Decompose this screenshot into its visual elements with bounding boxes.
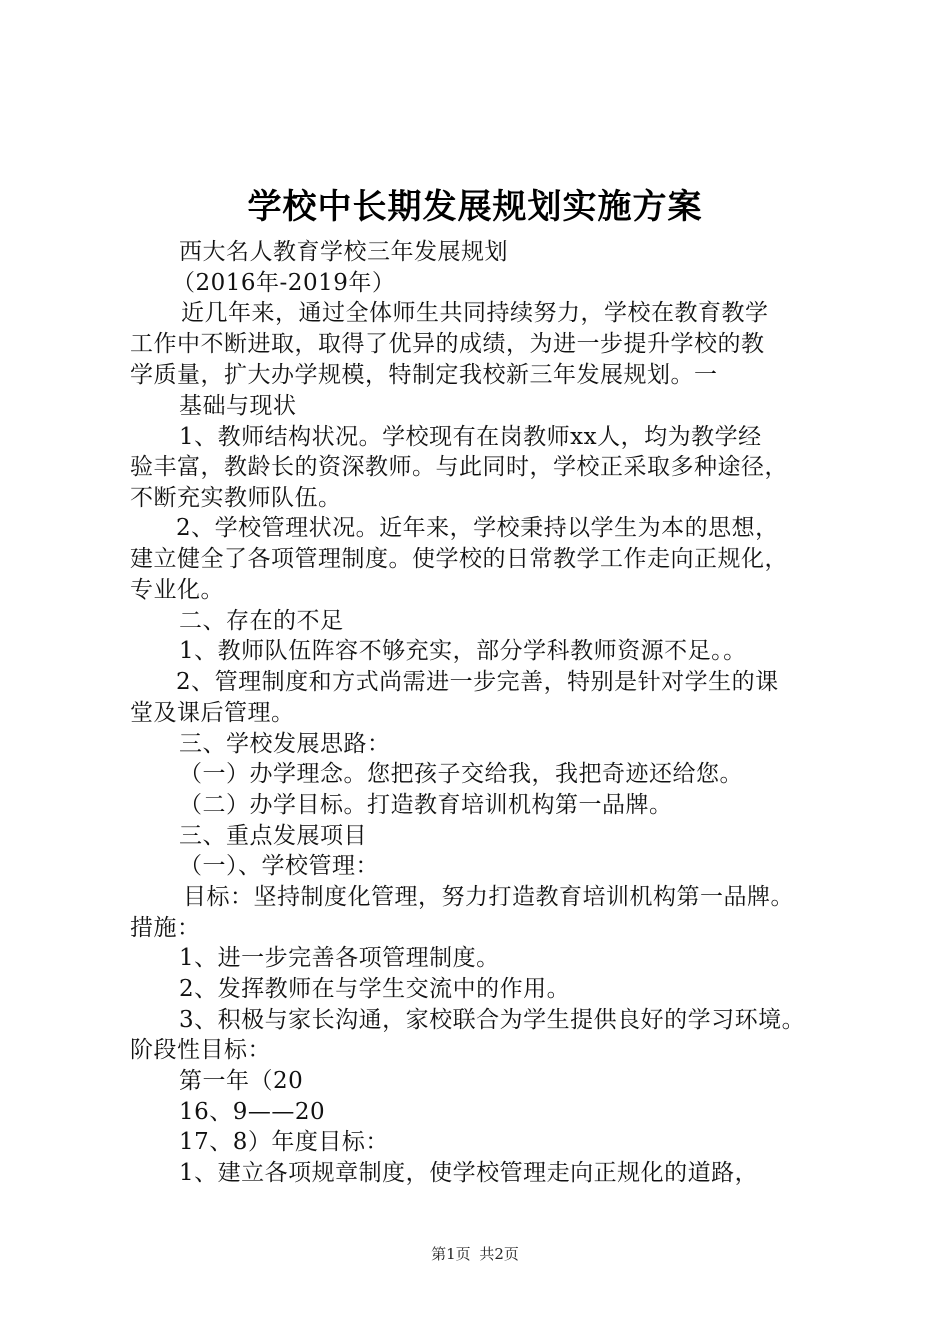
page-footer [0, 1244, 950, 1264]
text-line: 西大名人教育学校三年发展规划 [179, 239, 508, 265]
text-line: 2、管理制度和方式尚需进一步完善，特别是针对学生的课 [176, 669, 779, 695]
text-line: 专业化。 [130, 577, 224, 603]
text-line: 3、积极与家长沟通，家校联合为学生提供良好的学习环境。 [179, 1007, 806, 1033]
text-line: 学质量，扩大办学规模，特制定我校新三年发展规划。一 [130, 362, 718, 388]
document-title: 学校中长期发展规划实施方案 [247, 187, 703, 227]
text-line: 第一年（20 [179, 1068, 304, 1094]
text-line: 工作中不断进取，取得了优异的成绩，为进一步提升学校的教 [130, 331, 765, 357]
text-line: 验丰富，教龄长的资深教师。与此同时，学校正采取多种途径， [130, 454, 788, 480]
text-line: 1、进一步完善各项管理制度。 [179, 945, 500, 971]
text-line: 目标：坚持制度化管理，努力打造教育培训机构第一品牌。 [183, 884, 794, 910]
text-line: 建立健全了各项管理制度。使学校的日常教学工作走向正规化， [130, 546, 788, 572]
text-line: 1、建立各项规章制度，使学校管理走向正规化的道路， [179, 1160, 759, 1186]
text-line: 基础与现状 [179, 393, 297, 419]
text-line: 16、9——20 [179, 1099, 326, 1125]
text-line: （二）办学目标。打造教育培训机构第一品牌。 [179, 792, 673, 818]
page-number: 第1页 [431, 1245, 471, 1263]
text-line: 近几年来，通过全体师生共同持续努力，学校在教育教学 [181, 300, 769, 326]
text-line: 堂及课后管理。 [130, 700, 295, 726]
text-line: （一）、学校管理： [179, 853, 379, 879]
text-line: 不断充实教师队伍。 [130, 485, 342, 511]
section-heading: 二、存在的不足 [179, 608, 344, 634]
text-line: （2016年-2019年） [172, 270, 396, 296]
text-line: 17、8）年度目标： [179, 1129, 389, 1155]
text-line: 2、学校管理状况。近年来，学校秉持以学生为本的思想， [176, 515, 779, 541]
section-heading: 三、学校发展思路： [179, 731, 391, 757]
text-line: 1、教师结构状况。学校现有在岗教师xx人，均为教学经 [179, 424, 762, 450]
section-heading: 三、重点发展项目 [179, 823, 367, 849]
text-line: 2、发挥教师在与学生交流中的作用。 [179, 976, 571, 1002]
text-line: 措施： [130, 915, 201, 941]
text-line: 阶段性目标： [130, 1037, 271, 1063]
page-total: 共2页 [479, 1245, 519, 1263]
text-line: （一）办学理念。您把孩子交给我，我把奇迹还给您。 [179, 761, 743, 787]
text-line: 1、教师队伍阵容不够充实，部分学科教师资源不足。。 [179, 638, 747, 664]
